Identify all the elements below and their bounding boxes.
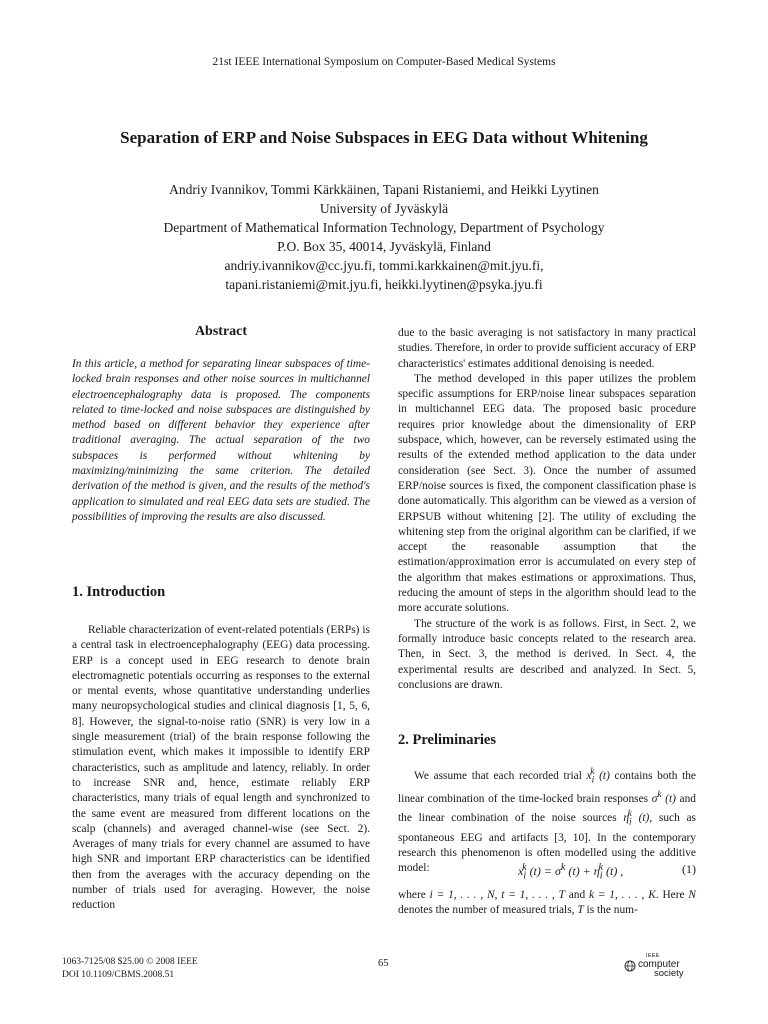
right-column-text — [398, 326, 696, 693]
introduction-heading: 1. Introduction — [72, 584, 166, 600]
preliminaries-text-continued: where i = 1, . . . , N, t = 1, . . . , T and k = 1, . . . , K. Here N denotes the number of measured trials, T is the num- — [398, 889, 696, 917]
logo-text-society: society — [654, 968, 684, 979]
author-block — [0, 180, 768, 294]
logo-text-computer: computer — [638, 959, 680, 970]
preliminaries-heading: 2. Preliminaries — [398, 732, 496, 748]
abstract-text: In this article, a method for separating linear subspaces of time-locked brain responses and other noise sources in multichannel electroencephalography data is proposed. The components related to time-locked and noise subspaces are distinguished by method based on different behavior they experience after traditional averaging. The actual separation of the two subspaces is performed without whitening by maximizing/minimizing the same criterion. The detailed derivation of the method is given, and the results of the method's application to simulated and real EEG data sets are studied. The possibilities of improving the results are also discussed. — [72, 358, 370, 523]
globe-icon — [624, 960, 636, 972]
footer-issn: 1063-7125/08 $25.00 © 2008 IEEE — [62, 957, 198, 967]
math-sigma-k: $\sigma^k$ (t) — [651, 790, 676, 806]
author-names: Andriy Ivannikov, Tommi Kärkkäinen, Tapani Ristaniemi, and Heikki Lyytinen — [169, 182, 599, 197]
affiliation-university: University of Jyväskylä — [319, 201, 449, 216]
footer-identifiers — [62, 956, 198, 981]
paragraph: The structure of the work is as follows. First, in Sect. 2, we formally introduce basic concepts related to the research area. Then, in Sect. 3, the method is derived. In Sect. 4, the experimental results are described and analyzed. In Sect. 5, conclusions are drawn. — [398, 617, 696, 691]
page-number: 65 — [378, 958, 389, 969]
paragraph: The method developed in this paper utilizes the problem specific assumptions for ERP/noise linear subspaces separation in multichannel EEG data. The proposed basic procedure requires prior knowledge about the dimensionality of ERP subspace, which, however, can be reversely estimated using the results of the extended method application to the data under consideration (see Sect. 3). Once the number of assumed ERP/noise sources is fixed, the component classification phase is done automatically. This algorithm can be viewed as a version of ERPSUB without whitening [2]. The utility of excluding the whitening step from the original algorithm can be clarified, if we accept the reasonable assumption that the estimation/approximation error is accumulated on every step of the algorithm that makes estimations or approximations. Thus, reducing the amount of steps in the algorithm should lead to the more accurate solutions. — [398, 372, 696, 615]
introduction-text: Reliable characterization of event-related potentials (ERPs) is a central task in electroencephalography (EEG) data processing. ERP is a concept used in EEG research to denote brain electromagnetic potentials occurring as responses to the external or mental events, whose quantitative understanding underlies many neuropsychological studies and clinical diagnosis [1, 5, 6, 8]. However, the signal-to-noise ratio (SNR) is very low in a single measurement (trial) of the brain response following the stimulation event, which makes it impossible to identify ERP characteristics, such as amplitude and latency, reliably. In order to increase SNR and, hence, estimate reliably ERP characteristics, many trials of equal length and synchronized to the same event are measured from different locations on the scalp (channels) and averaged channel-wise (see Sect. 2). Averages of many trials for every channel are assumed to have high SNR and important ERP characteristics can be identified then from the averages with the accuracy depending on the number of trials used for averaging. However, the noise reduction — [72, 624, 370, 912]
author-emails-2: tapani.ristaniemi@mit.jyu.fi, heikki.lyytinen@psyka.jyu.fi — [225, 277, 543, 292]
author-emails-1: andriy.ivannikov@cc.jyu.fi, tommi.karkkainen@mit.jyu.fi, — [224, 258, 544, 273]
paper-title: Separation of ERP and Noise Subspaces in EEG Data without Whitening — [120, 128, 648, 147]
footer-doi: DOI 10.1109/CBMS.2008.51 — [62, 969, 175, 980]
affiliation-address: P.O. Box 35, 40014, Jyväskylä, Finland — [277, 239, 491, 254]
venue-line: 21st IEEE International Symposium on Computer-Based Medical Systems — [212, 56, 556, 68]
abstract-heading: Abstract — [194, 324, 248, 339]
math-x-ik: $x_i^k$ (t) — [586, 767, 610, 786]
logo-text-ieee: IEEE — [646, 953, 660, 959]
paragraph: due to the basic averaging is not satisfactory in many practical studies. Therefore, in order to provide sufficient accuracy of ERP characteristics' estimates additional denoising is needed. — [398, 327, 696, 370]
equation-body: $x_i^k$ $(t) = \sigma^k$ $(t) + \eta_i^k$ (t) , — [518, 862, 624, 882]
paragraph: We assume that each recorded trial $x_i^k$ (t) contains both the linear combination of the time-locked brain responses $\sigma^k$ (t) and the linear combination of the noise sources $\eta_i^k$ (t), such as spontaneous EEG and artifacts [3, 10]. In the contemporary research this phenomenon is often modelled using the additive model: — [398, 767, 696, 875]
affiliation-department: Department of Mathematical Information Technology, Department of Psychology — [163, 220, 605, 235]
preliminaries-text — [398, 765, 696, 877]
math-eta-ik: $\eta_i^k$ (t) — [623, 809, 650, 828]
ieee-computer-society-logo — [624, 953, 704, 979]
equation-number: (1) — [682, 862, 696, 876]
